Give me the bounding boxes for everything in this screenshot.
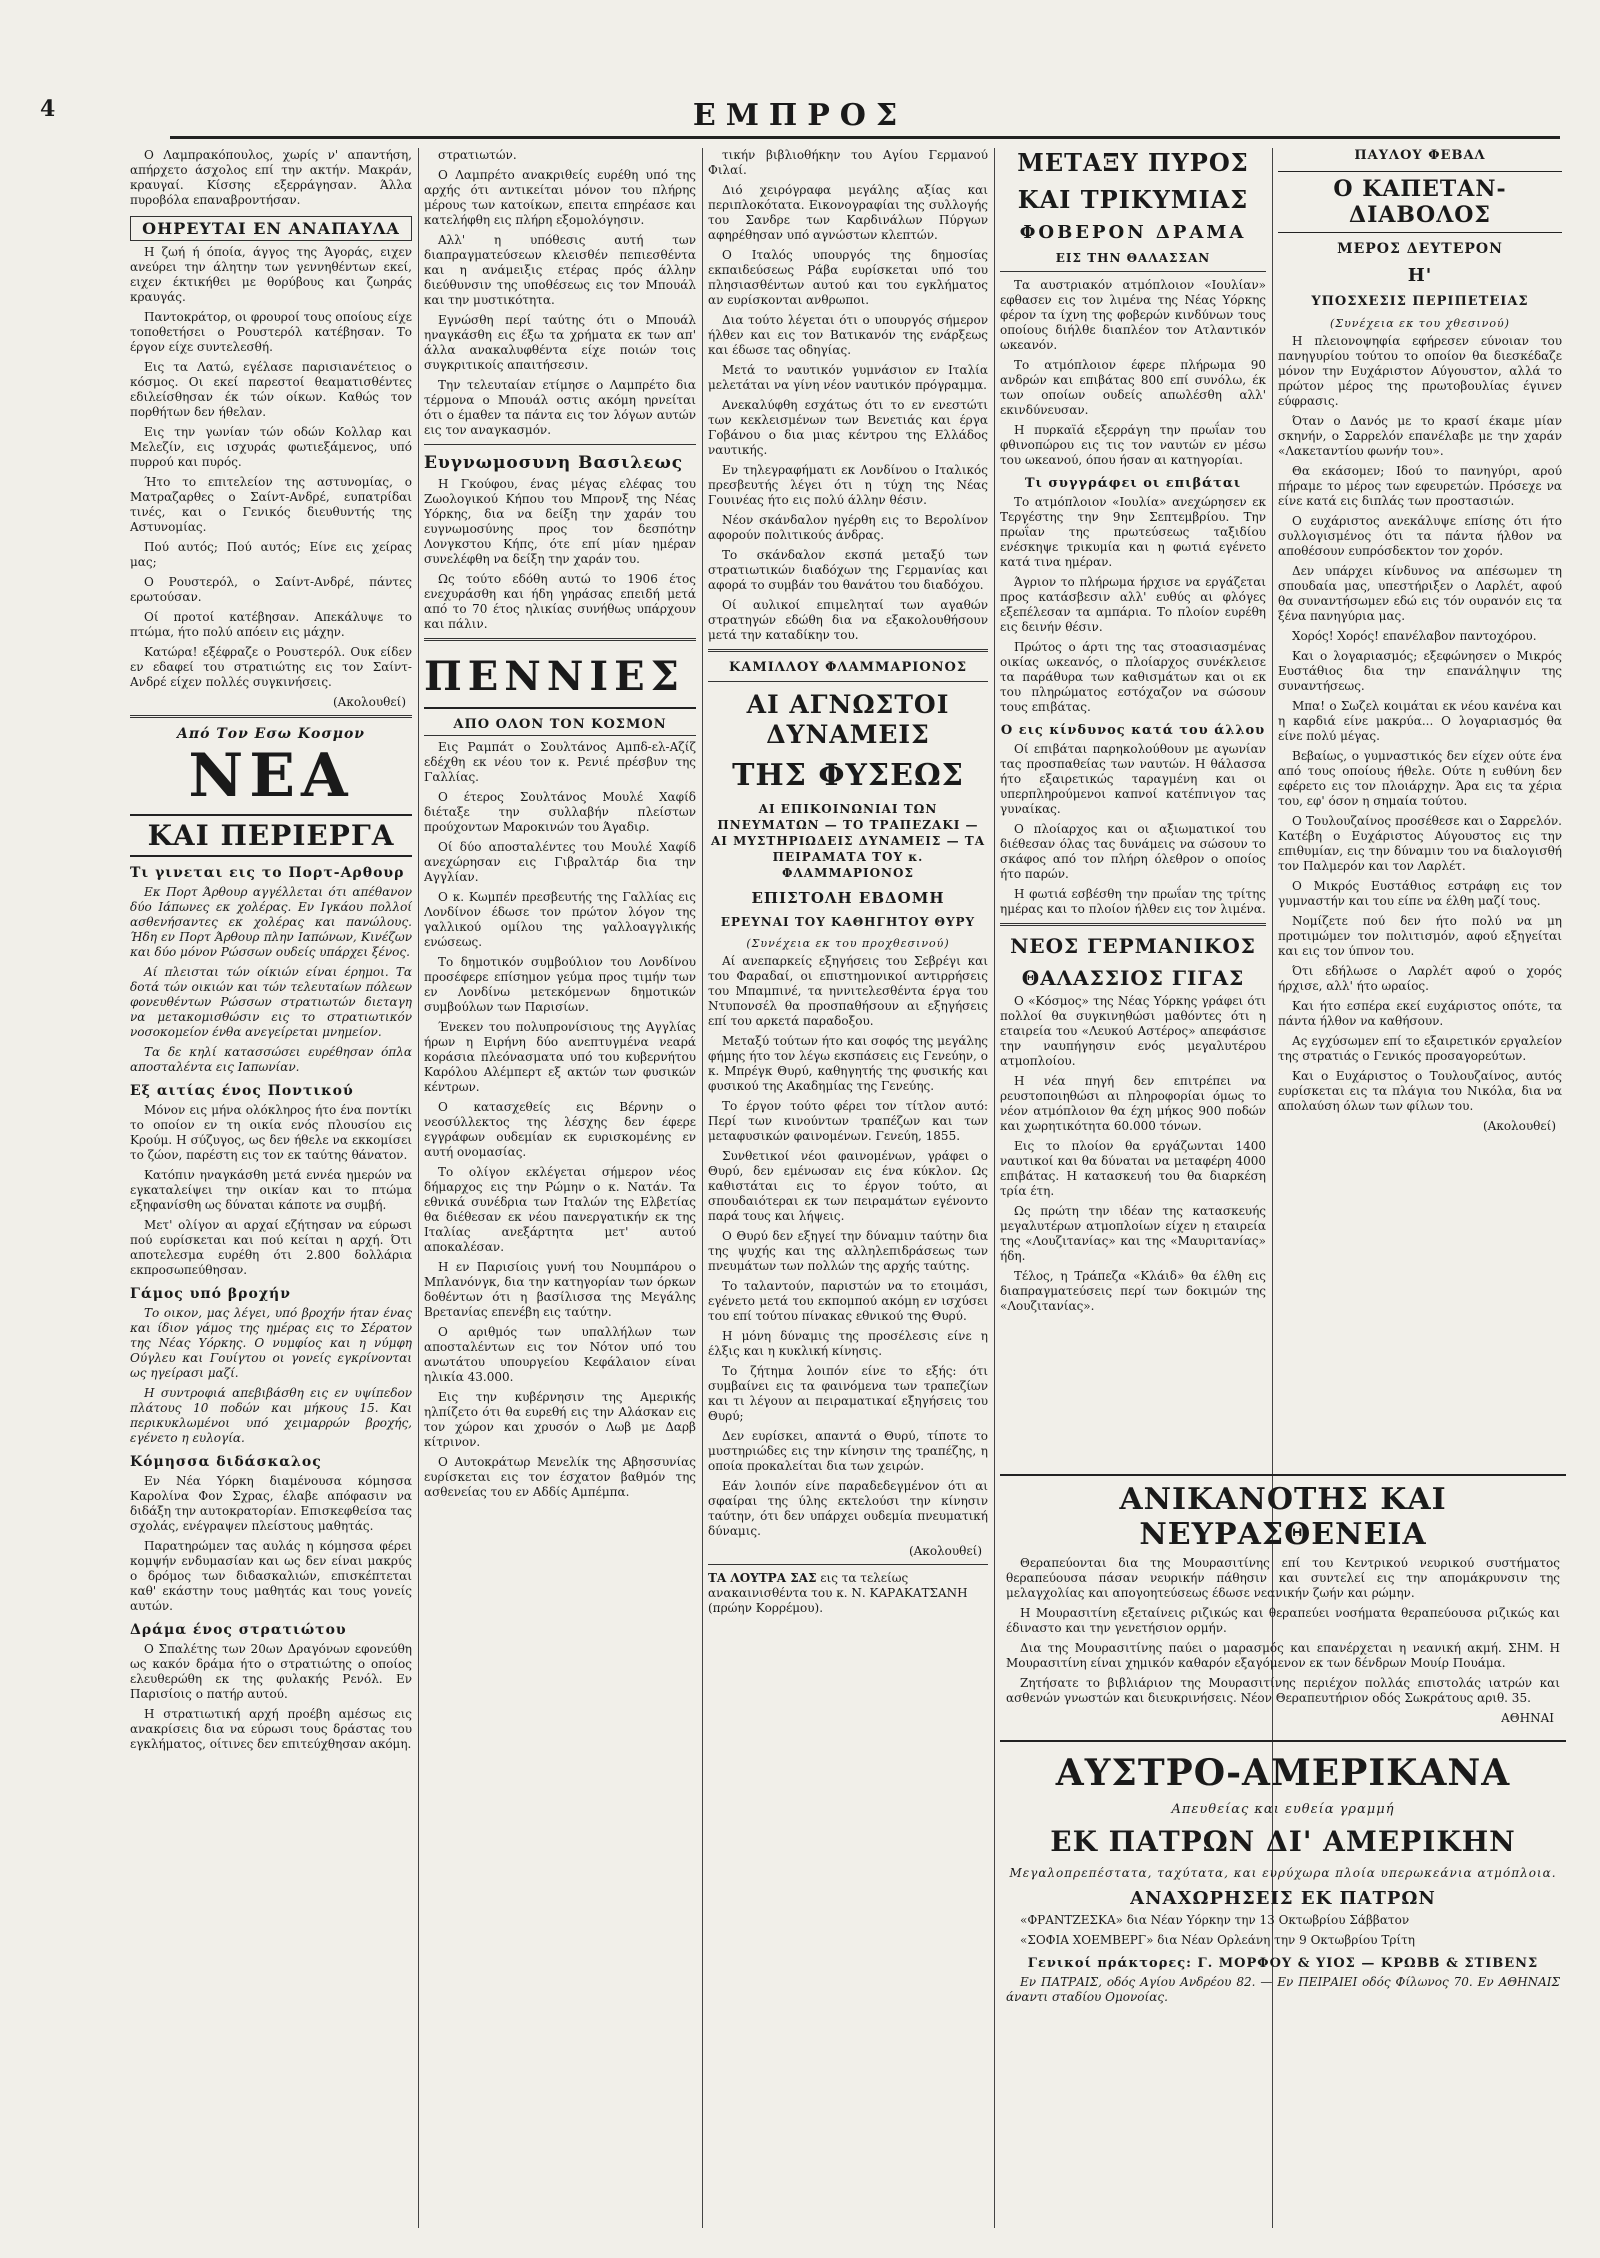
story-text: Ο αριθμός των υπαλλήλων των αποσταλέντων εις τον Νότον υπό του ανωτάτου υπουργείου Κεφάλαιον είναι ηλικία 43.000. bbox=[424, 1325, 696, 1384]
story-text: Εκ Πορτ Άρθουρ αγγέλλεται ότι απέθανον δύο Ιάπωνες εκ χολέρας. Εν Ιγκάου πολλοί ασθενήσαντες εκ χολέρας και πανώλους. Ήδη εν Πορτ Άρθουρ πλην Ιαπώνων, Κινέζων και δύο μόνον Ρώσσων ουδείς υπάρχει ξένος. bbox=[130, 885, 412, 959]
serial-author: ΠΑΥΛΟΥ ΦΕΒΑΛ bbox=[1354, 148, 1486, 163]
story-text: Αί ανεπαρκείς εξηγήσεις του Σεβρέγι και του Φαραδαί, οι επιστημονικοί αντιρρήσεις του Μπαμπινέ, τα ηννιτελεσθέντα έργα του Ντυπονσέλ θα προσπαθήσουν αι εξηγήσεις επί του αρκετά παραδοξου. bbox=[708, 954, 988, 1028]
masthead-rule bbox=[170, 136, 1560, 139]
column-5 bbox=[1274, 148, 1566, 1428]
masthead bbox=[40, 96, 1560, 138]
story-text: Αί πλεισται τών οίκιών είναι έρημοι. Τα δοτά τών οικιών και τών τελευταίων πόλεων φονευθέντων Ρώσσων στρατιωτών διεταγη να μετακομισθώσιν εις το στρατιωτικόν νοσοκομείον ένθα ανεγείρεται μνημείον. bbox=[130, 965, 412, 1039]
story-text: Ο Λαμπρακόπουλος, χωρίς ν' απαντήση, απήρχετο άσχολος επί την ακτήν. Μακράν, κραυγαί. Κίσσης εξερράγησαν. Άλλα πυροβόλα επαναβροντήσαν. bbox=[130, 148, 412, 207]
story-text: Συνθετικοί νέοι φαινομένων, γράφει ο Θυρύ, δεν εμένωσαν εις ένα κύκλον. Ως καθιστάται εις το έργον τούτο, αι σπουδαιότεραι εκ των πειραμάτων εγένοντο παρά τους και λήψεις. bbox=[708, 1149, 988, 1223]
story-text: Κατώρα! εξέφραζε ο Ρουστερόλ. Ουκ είδεν εν εδαφεί του στρατιώτης εις τον Σαίντ-Ανδρέ είχεν πολλές συγκινήσεις. bbox=[130, 645, 412, 689]
feature-headline: ΝΕΟΣ ΓΕΡΜΑΝΙΚΟΣ bbox=[1010, 934, 1256, 958]
serial-title-2: ΤΗΣ ΦΥΣΕΩΣ bbox=[732, 758, 964, 793]
story-text: Ως πρώτη την ιδέαν της κατασκευής μεγαλυτέρων ατμοπλοίων είχεν η εταιρεία της «Λουζιτανίας» και της «Μαυριτανίας» ήδη. bbox=[1000, 1204, 1266, 1263]
serial-part-number: Η' bbox=[1407, 265, 1433, 286]
news-headline: Εξ αιτίας ένος Ποντικού bbox=[130, 1083, 354, 1099]
serial-author: ΚΑΜΙΛΛΟΥ ΦΛΑΜΜΑΡΙΟΝΟΣ bbox=[728, 660, 968, 675]
serial-title: ΑΙ ΑΓΝΩΣΤΟΙ ΔΥΝΑΜΕΙΣ bbox=[746, 690, 950, 749]
story-text: Ότι εδήλωσε ο Λαρλέτ αφού ο χορός ήρχισε, αλλ' ήτο ωραίος. bbox=[1278, 964, 1562, 993]
bath-advert bbox=[708, 1571, 988, 1616]
advert-departures: ΑΝΑΧΩΡΗΣΕΙΣ ΕΚ ΠΑΤΡΩΝ bbox=[1130, 1888, 1436, 1909]
story-text: Εις το πλοίον θα εργάζωνται 1400 ναυτικοί και θα δύναται να μεταφέρη 4000 επιβάτας. Η κατασκευή του θα διαρκέση τρία έτη. bbox=[1000, 1139, 1266, 1198]
column-rule bbox=[418, 148, 419, 2228]
story-text: Η Γκούφου, ένας μέγας ελέφας του Ζωολογικού Κήπου του Μπρονξ της Νέας Υόρκης, δια να δείξη την χαράν του ευγνωμοσύνης προς τον δεσπότην Λονγκστου Κήπς, ότε επί μίαν ημέραν συνελέφθη να δείξη την χαράν του. bbox=[424, 477, 696, 566]
advert-text: Ζητήσατε το βιβλιάριον της Μουρασιτίνης περιέχον πολλάς επιστολάς ιατρών και ασθενών γνωστών και διευκρινήσεις. Νέον Θεραπευτήριον οδός Σωκράτους αριθ. 35. bbox=[1006, 1676, 1560, 1705]
story-text: Εις Ραμπάτ ο Σουλτάνος Αμπδ-ελ-Αζίζ εδέχθη εκ νέου τον κ. Ρενιέ πρέσβυν της Γαλλίας. bbox=[424, 740, 696, 784]
advert-shipping bbox=[1000, 1740, 1566, 2220]
advert-ship: «ΦΡΑΝΤΖΕΣΚΑ» δια Νέαν Υόρκην την 13 Οκτωβρίου Σάββατον bbox=[1020, 1913, 1410, 1927]
section-banner: ΠΕΝΝΙΕΣ bbox=[424, 647, 696, 709]
story-text: Ο κατασχεθείς εις Βέρνην ο νεοσύλλεκτος της λέσχης δεν έφερε εγγράφων ουδεμίαν εκ ευρισκομένης εν αυτή ονομασίας. bbox=[424, 1100, 696, 1159]
column-3 bbox=[704, 148, 992, 2228]
story-text: Τέλος, η Τράπεζα «Κλάιδ» θα έλθη εις διαπραγματεύσεις περί των δοκιμών της «Λουζιτανίας». bbox=[1000, 1269, 1266, 1313]
story-text: Τα αυστριακόν ατμόπλοιον «Ιουλίαν» εφθασεν εις τον λιμένα της Νέας Υόρκης φέρον τα ίχνη της φοβερών κινδύνων τους οποίους διήλθε διαπλέον τον Ατλαντικόν ωκεανόν. bbox=[1000, 278, 1266, 352]
feature-headline: ΜΕΤΑΞΥ ΠΥΡΟΣ bbox=[1017, 148, 1249, 177]
feature-subheadline: ΦΟΒΕΡΟΝ ΔΡΑΜΑ bbox=[1019, 222, 1247, 243]
divider bbox=[130, 715, 412, 718]
page-number: 4 bbox=[40, 96, 56, 122]
continued-from: (Συνέχεια εκ του χθεσινού) bbox=[1330, 317, 1510, 330]
story-text: Άγριον το πλήρωμα ήρχισε να εργάζεται προς κατάσβεσιν αλλ' ευθύς αι φλόγες εξεπέλεσαν τα αμπάρια. Το πλοίον ευρέθη εις δεινήν θέσιν. bbox=[1000, 575, 1266, 634]
story-text: Πρώτος ο άρτι της τας στοασιασμένας οικίας ωκεανός, ο πλοίαρχος συνέκλεισε τα παράθυρα των καθισμάτων και οι εκ του πληρώματος εστόχαζον να σώσουν τους επιβάτας. bbox=[1000, 640, 1266, 714]
news-headline: Τι γινεται εις το Πορτ-Αρθουρ bbox=[130, 865, 405, 881]
story-text: Ο Τουλουζαίνος προσέθεσε και ο Σαρρελόν. Κατέβη ο Ευχάριστος Αύγουστος εις την επιθυμίαν, εις την δύναμιν του να διαλογισθή τον Παλμερόν και τον Λαρλέτ. bbox=[1278, 814, 1562, 873]
divider bbox=[708, 681, 988, 682]
advert-offices: Εν ΠΑΤΡΑΙΣ, οδός Αγίου Ανδρέου 82. — Εν ΠΕΙΡΑΙΕΙ οδός Φίλωνος 70. Εν ΑΘΗΝΑΙΣ άναντι σταδίου Ομονοίας. bbox=[1006, 1975, 1560, 2004]
story-text: Παρατηρώμεν τας αυλάς η κόμησσα φέρει κομψήν ενδυμασίαν και ως δεν είναι μακρύς ο δρόμος των διδασκαλιών, επισκέπτεται καθ' εκάστην τους μαθητάς και τους γονείς αυτών. bbox=[130, 1539, 412, 1613]
story-text: Τα δε κηλί κατασσώσει ευρέθησαν όπλα αποσταλέντα εις Ιαπωνίαν. bbox=[130, 1045, 412, 1074]
story-text: Το δημοτικόν συμβούλιον του Λονδίνου προσέφερε επίσημον γεύμα προς τιμήν των εν Λονδίνω μετεκόμενων δημοτικών συμβούλων των Παρισίων. bbox=[424, 955, 696, 1014]
column-2 bbox=[420, 148, 700, 2228]
feature-headline-2: ΘΑΛΑΣΣΙΟΣ ΓΙΓΑΣ bbox=[1021, 966, 1245, 990]
story-text: Η πλειονοψηφία εφήρεσεν εύνοιαν του πανηγυρίου τούτου το οποίον θα διεσκέδαζε μόνον την Ευχάριστον Αύγουστον, αλλά το πρώτον μέρος της πρωτοβουλίας έγινεν εύφρασις. bbox=[1278, 334, 1562, 408]
story-text: Η ζωή ή όποία, άγγος της Άγοράς, ειχεν ανεύρει την άλητην των γεννηθέντων εκεί, ειχεν έκτικήθει με θορύβους και ζωηράς κραυγάς. bbox=[130, 245, 412, 304]
story-text: Θα εκάσομεν; Ιδού το πανηγύρι, αρού πήραμε το μέρος των εφευρετών. Πρόσεχε να είνε κατά εις διπλάς των προστασιών. bbox=[1278, 464, 1562, 508]
story-text: Η στρατιωτική αρχή προέβη αμέσως εις ανακρίσεις δια να εύρωσι τους δράστας του εγκλήματος, οίτινες δεν επιτεύχθησαν ακόμη. bbox=[130, 1707, 412, 1751]
story-text: Εγνώσθη περί ταύτης ότι ο Μπουάλ ηναγκάσθη εις έξω τα χρήματα εκ των απ' άλλα ανακαλυφθέντα είχε ποιών τοις συγκριτικοίς απαιτήσεσιν. bbox=[424, 313, 696, 372]
story-text: Ο κ. Κωμπέν πρεσβευτής της Γαλλίας εις Λονδίνον έδωσε τον πρώτον λόγον της γαλλικού ομίλου της γαλλοαγγλικής ενώσεως. bbox=[424, 890, 696, 949]
story-text: Εις την κυβέρνησιν της Αμερικής ηλπίζετο ότι θα ευρεθή εις την Αλάσκαν εις τον χώρον και χρυσόν ο Λωβ με Δαρβ κίτρινον. bbox=[424, 1390, 696, 1449]
feature-headline-2: ΚΑΙ ΤΡΙΚΥΜΙΑΣ bbox=[1017, 185, 1249, 214]
divider bbox=[424, 444, 696, 445]
newspaper-title: ΕΜΠΡΟΣ bbox=[692, 98, 908, 133]
section-banner-sub: ΚΑΙ ΠΕΡΙΕΡΓΑ bbox=[130, 814, 412, 857]
story-text: Ο Ρουστερόλ, ο Σαίντ-Ανδρέ, πάντες ερωτούσαν. bbox=[130, 575, 412, 604]
story-text: Και ήτο εσπέρα εκεί ευχάριστος οπότε, τα πάντα ήλθον να καθήσουν. bbox=[1278, 999, 1562, 1028]
story-text: Πού αυτός; Πού αυτός; Είνε εις χείρας μας; bbox=[130, 540, 412, 569]
story-text: Το ταλαντούν, παριστών να το ετοιμάσι, εγένετο μετά του εκπομπού ακόμη εν ισχύσει του επί τούτου πίνακας εθνικού της Θυρύ. bbox=[708, 1279, 988, 1323]
continued-note: (Ακολουθεί) bbox=[332, 695, 406, 709]
story-text: στρατιωτών. bbox=[438, 148, 517, 162]
continued-from: (Συνέχεια εκ του προχθεσινού) bbox=[746, 937, 950, 950]
story-text: Ο Αυτοκράτωρ Μενελίκ της Αβησσυνίας ευρίσκεται εις τον έσχατον βαθμόν της ασθενείας του εν Αδδίς Αμπέμπα. bbox=[424, 1455, 696, 1499]
story-text: Ο Θυρύ δεν εξηγεί την δύναμιν ταύτην δια της ψυχής και της αλληλεπιδράσεως των πνευμάτων των πολλών της αρχής ταύτης. bbox=[708, 1229, 988, 1273]
story-text: Διό χειρόγραφα μεγάλης αξίας και περιπλοκότατα. Εικονογραφίαι της συλλογής του Σανδρε των Καρδινάλων Πύργων αφηρέθησαν υπό αγνώστων κλεπτών. bbox=[708, 183, 988, 242]
story-text: Ανεκαλύφθη εσχάτως ότι το εν ενεστώτι των κεκλεισμένων των Βενετιάς και έργα Γοβάνου ο δια μιας κέντρου της Ελλάδος ναυτικής. bbox=[708, 398, 988, 457]
story-text: Ήτο το επιτελείον της αστυνομίας, ο Ματραζαρθες ο Σαίντ-Ανδρέ, ευπατρίδαι τινές, και ο Γενικός διευθυντής της Αστυνομίας. bbox=[130, 475, 412, 534]
story-text: Όταν ο Δανός με το κρασί έκαμε μίαν σκηνήν, ο Σαρρελόν επανέλαβε με την χαράν «Λακεταντίου φωνήν του». bbox=[1278, 414, 1562, 458]
advert-subtitle: Απευθείας και ευθεία γραμμή bbox=[1171, 1802, 1395, 1817]
story-text: Το έργον τούτο φέρει τον τίτλον αυτό: Περί των κινούντων τραπέζων και των μεταφυσικών φαινομένων. Γενεύη, 1855. bbox=[708, 1099, 988, 1143]
bath-advert-title: ΤΑ ΛΟΥΤΡΑ ΣΑΣ bbox=[708, 1571, 817, 1585]
divider bbox=[1000, 271, 1266, 272]
advert-text: Δια της Μουρασιτίνης παύει ο μαρασμός και επανέρχεται η νεανική ακμή. ΣΗΜ. Η Μουρασιτίνη είναι χημικόν καθαρόν εξαγόμενον εκ των δένδρων Μουίρ Πουάμα. bbox=[1006, 1641, 1560, 1670]
column-1 bbox=[126, 148, 416, 2228]
story-text: Την τελευταίαν ετίμησε ο Λαμπρέτο δια τέρμονα ο Μπουάλ οστις ακόμη ηρνείται ότι ο έμαθεν τα πάντα εις τον λόγων αυτών εις τον αναγκασμόν. bbox=[424, 378, 696, 437]
section-subtitle: ΑΠΟ ΟΛΟΝ ΤΟΝ ΚΟΣΜΟΝ bbox=[424, 717, 696, 736]
column-rule bbox=[702, 148, 703, 2228]
story-text: Το ατμόπλοιον έφερε πλήρωμα 90 ανδρών και επιβάτας 800 επί συνόλω, έκ των οποίων ουδείς απωλέσθη αλλ' εκινδύνευσαν. bbox=[1000, 358, 1266, 417]
story-text: Το σκάνδαλον εκσπά μεταξύ των στρατιωτικών διαδόχων της Γερμανίας και αφορά το συμβάν του θανάτου του διαδόχου. bbox=[708, 548, 988, 592]
story-text: Μεταξύ τούτων ήτο και σοφός της μεγάλης φήμης ήτο τον λέγω εκσπάσεις εις Γενεύην, ο κ. Μπρέγκ Θυρύ, καθηγητής της φυσικής και φυσικού της Ακαδημίας της Γενεύης. bbox=[708, 1034, 988, 1093]
story-text: Το οικον, μας λέγει, υπό βροχήν ήταν ένας και ίδιον γάμος της ημέρας εις το Σέρατον της Νέας Υόρκης. Ο νυμφίος και η νύμφη Ούγλευ και Γουίγτου οι γονείς εγκρίνονται ως ηγείρασι μαζί. bbox=[130, 1306, 412, 1380]
story-text: Το ζήτημα λοιπόν είνε το εξής: ότι συμβαίνει εις τα φαινόμενα των τραπεζίων και τι λέγουν αι πειραματικαί εξηγήσεις του Θυρύ; bbox=[708, 1364, 988, 1423]
advert-title: ΑΝΙΚΑΝΟΤΗΣ ΚΑΙ ΝΕΥΡΑΣΘΕΝΕΙΑ bbox=[1119, 1482, 1447, 1552]
story-text: Η εν Παρισίοις γυνή του Νουμπάρου ο Μπλανόνγκ, δια την κατηγορίαν των όρκων δοθέντων ότι η βασίλισσα της Μεγάλης Βρετανίας επενέβη εις ταύτην. bbox=[424, 1260, 696, 1319]
advert-description: Μεγαλοπρεπέστατα, ταχύτατα, και ευρύχωρα πλοία υπερωκεάνια ατμόπλοια. bbox=[1009, 1866, 1557, 1880]
story-text: Δεν υπάρχει κίνδυνος να απέσωμεν τη σπουδαία μας, υπεστήριξεν ο Λαρλέτ, αφού θα συναντήσωμεν εδώ εις τόν ουρανόν εις τα ξένα πανηγύρια μας. bbox=[1278, 564, 1562, 623]
story-text: Η φωτιά εσβέσθη την πρωΐαν της τρίτης ημέρας και το πλοίον ήλθεν εις τον λιμένα. bbox=[1000, 887, 1266, 916]
story-text: Εν Νέα Υόρκη διαμένουσα κόμησσα Καρολίνα Φον Σχρας, έλαβε απόφασιν να διδάξη την αυτοκρατορίαν. Επισκεφθείσα τας σχολάς, ενέγραψεν πλείστους μαθητάς. bbox=[130, 1474, 412, 1533]
story-text: Μετ' ολίγον αι αρχαί εζήτησαν να εύρωσι πού ευρίσκεται και πού κείται η αρχή. Ότι αποτελεσμα ευρέθη ότι 2.800 δολλάρια εκπροσωπεύθησαν. bbox=[130, 1218, 412, 1277]
advert-city: ΑΘΗΝΑΙ bbox=[1501, 1711, 1554, 1725]
story-text: Η συντροφιά απεβιβάσθη εις εν υψίπεδον πλάτους 10 ποδών και μήκους 15. Και περικυκλωμένοι υπό χειμαρρών βροχής, εγένετο η ευλογία. bbox=[130, 1386, 412, 1445]
story-text: Ο πλοίαρχος και οι αξιωματικοί του διέθεσαν όλας τας δυνάμεις να σώσουν το σκάφος από τον πλήρη όλεθρον ο οποίος ήτο παρών. bbox=[1000, 822, 1266, 881]
story-text: Βεβαίως, ο γυμναστικός δεν είχεν ούτε ένα από τους οποίους ήθελε. Ούτε η ευθύνη δεν εφέρετο εις τον πλοιάρχην. Άρα εις τα χέρια του, εφ' όσον η σημαία τούτου. bbox=[1278, 749, 1562, 808]
story-text: Και ο λογαριασμός; εξεφώνησεν ο Μικρός Ευστάθιος δια την επανάληψιν της συναντήσεως. bbox=[1278, 649, 1562, 693]
story-text: Ο ευχάριστος ανεκάλυψε επίσης ότι ήτο συλλογισμένος ότι τα πάντα ήλθον να αποθέσουν ευπρόσδεκτον τον χορόν. bbox=[1278, 514, 1562, 558]
column-rule bbox=[994, 148, 995, 2228]
story-text: Μετά το ναυτικόν γυμνάσιον εν Ιταλία μελετάται να γίνη νέον ναυτικόν πρόγραμμα. bbox=[708, 363, 988, 392]
divider bbox=[708, 1564, 988, 1565]
story-text: Εις τα Λατώ, εγέλασε παρισιανέτειος ο κόσμος. Οι εκεί παρεστοί θεαματισθέντες εδιλείσθησαν έκ τών οίκων. Καθώς τον πορθήτων δεν ήθελαν. bbox=[130, 360, 412, 419]
story-text: Παντοκράτορ, οι φρουροί τους οποίους είχε τοποθετήσει ο Ρουστερόλ κατέβησαν. Το έργον είχε συντελεσθή. bbox=[130, 310, 412, 354]
story-text: Ο Μικρός Ευστάθιος εστράφη εις τον γυμναστήν και του είπε να έλθη μαζί τους. bbox=[1278, 879, 1562, 908]
story-text: Ο έτερος Σουλτάνος Μουλέ Χαφίδ διέταξε την συλλαβήν πλείστων προύχοντων Μαροκινών του Άγαδιρ. bbox=[424, 790, 696, 834]
story-text: Εις την γωνίαν τών οδών Κολλαρ και Μελεζίν, εις ισχυράς φωτιεξάμενος, υπό πυρρού και πυρός. bbox=[130, 425, 412, 469]
news-headline: Ο εις κίνδυνος κατά του άλλου bbox=[1000, 723, 1266, 738]
story-text: Εάν λοιπόν είνε παραδεδεγμένον ότι αι σφαίραι της ύλης εκτελούσι την κίνησιν ταύτην, ότι δεν υπάρχει ουδεμία πνευματική δύναμις. bbox=[708, 1479, 988, 1538]
story-text: Ο Ιταλός υπουργός της δημοσίας εκπαιδεύσεως Ράβα ευρίσκεται υπό του πλησιασθέντων αυτού και του εγκλήματος αν ευρίσκονται ανθρωποι. bbox=[708, 248, 988, 307]
continued-note: (Ακολουθεί) bbox=[1482, 1119, 1556, 1133]
story-text: Ας εγχύσωμεν επί το εξαιρετικόν εργαλείον της στρατιάς ο Γενικός προσαγορεύτων. bbox=[1278, 1034, 1562, 1063]
story-text: Οί αυλικοί επιμεληταί των αγαθών στρατηγών εδώθη δια να εξακολουθήσουν μετά την καταδίκην του. bbox=[708, 598, 988, 642]
story-text: Οί επιβάται παρηκολούθουν με αγωνίαν τας προσπαθείας των ναυτών. Η θάλασσα ήτο εξαιρετικώς ταραγμένη και οι υπερπληρούμενοι καπνοί κατέπνιγον τας γυναίκας. bbox=[1000, 742, 1266, 816]
story-text: Ένεκεν του πολυπρονίσιους της Αγγλίας ήρων η Ειρήνη δύο ανεπτυγμένα νεαρά κοράσια πλεόνασματα υπό του κυβερνήτου Καρόλου Αλέμπερτ εξ ακτών των φυσικών κέντρων. bbox=[424, 1020, 696, 1094]
story-text: Η μόνη δύναμις της προσέλεσις είνε η έλξις και η κυκλική κίνησις. bbox=[708, 1329, 988, 1358]
story-text: Ως τούτο εδόθη αυτώ το 1906 έτος ενεχυράσθη και ήδη γηράσας επειδή μετά από το 70 έτος ηλικίας συνήθως υπάρχουν και πάλιν. bbox=[424, 572, 696, 631]
serial-chapter: ΥΠΟΣΧΕΣΙΣ ΠΕΡΙΠΕΤΕΙΑΣ bbox=[1311, 294, 1529, 309]
story-text: Νέον σκάνδαλον ηγέρθη εις το Βερολίνον αφορούν πολιτικούς άνδρας. bbox=[708, 513, 988, 542]
news-headline: Τι συγγράφει οι επιβάται bbox=[1024, 476, 1242, 491]
story-text: Μπα! ο Σωζελ κοιμάται εκ νέου κανένα και η καρδιά είνε μακρύα... Ο λογαριασμός θα είνε πολύ μέγας. bbox=[1278, 699, 1562, 743]
advert-route: ΕΚ ΠΑΤΡΩΝ ΔΙ' ΑΜΕΡΙΚΗΝ bbox=[1050, 1825, 1516, 1858]
story-text: Ο Σπαλέτης των 20ων Δραγόνων εφονεύθη ως κακόν δράμα ήτο ο στρατιώτης ο οποίος ελευθερώθη εκ της φυλακής Ρενόλ. Εν Παρισίοις ο πατήρ αυτού. bbox=[130, 1642, 412, 1701]
section-heading: ΟΗΡΕΥΤΑΙ ΕΝ ΑΝΑΠΑΥΛΑ bbox=[130, 216, 412, 241]
advert-ship: «ΣΟΦΙΑ ΧΟΕΜΒΕΡΓ» δια Νέαν Ορλεάνη την 9 Οκτωβρίου Τρίτη bbox=[1020, 1933, 1415, 1947]
story-text: τικήν βιβλιοθήκην του Αγίου Γερμανού Φιλαί. bbox=[708, 148, 988, 177]
story-text: Κατόπιν ηναγκάσθη μετά εννέα ημερών να εγκαταλείψει την οικίαν και το πτώμα εξηφανίσθη ως δύναται κάποτε να συμβή. bbox=[130, 1168, 412, 1212]
serial-letter: ΕΠΙΣΤΟΛΗ ΕΒΔΟΜΗ bbox=[751, 889, 945, 907]
story-text: Το ατμόπλοιον «Ιουλία» ανεχώρησεν εκ Τεργέστης την 9ην Σεπτεμβρίου. Την πρωΐαν της πρωτεύσεως ταξιδίου ενέσκηψε τρικυμία και η φωτιά εγένετο κατά τινα ημέραν. bbox=[1000, 495, 1266, 569]
news-headline: Γάμος υπό βροχήν bbox=[130, 1286, 291, 1302]
story-text: Μόνον εις μήνα ολόκληρος ήτο ένα ποντίκι το οποίον εν τη οικία ενός πλουσίου εις Κρούμ. Η σύζυγος, ως δεν ήθελε να εκκομίσει το ζώον, παρέστη εις τον εκ ταύτης θάνατον. bbox=[130, 1103, 412, 1162]
feature-subheadline-2: ΕΙΣ ΤΗΝ ΘΑΛΑΣΣΑΝ bbox=[1055, 251, 1211, 265]
advert-title: ΑΥΣΤΡΟ-ΑΜΕΡΙΚΑΝΑ bbox=[1055, 1752, 1511, 1794]
story-text: Δια τούτο λέγεται ότι ο υπουργός σήμερον ήλθεν και εις τον Βατικανόν της ενάρξεως και έδωσε τας οδηγίας. bbox=[708, 313, 988, 357]
story-text: Οί δύο αποσταλέντες του Μουλέ Χαφίδ ανεχώρησαν εις Γιβραλτάρ δια την Αγγλίαν. bbox=[424, 840, 696, 884]
divider bbox=[424, 638, 696, 641]
advert-text: Θεραπεύονται δια της Μουρασιτίνης επί του Κεντρικού νευρικού συστήματος θεραπεύουσα πάσαν νευρικήν πάθησιν και συντελεί εις την απομάκρυνσιν της μελαγχολίας και απογοητεύσεως έδωσε νεανικήν ζωήν και ρώμην. bbox=[1006, 1556, 1560, 1600]
advert-agents: Γενικοί πράκτορες: Γ. ΜΟΡΦΟΥ & ΥΙΟΣ — ΚΡΩΒΒ & ΣΤΙΒΕΝΣ bbox=[1027, 1956, 1539, 1971]
divider bbox=[708, 649, 988, 652]
continued-note: (Ακολουθεί) bbox=[908, 1544, 982, 1558]
bath-advert-text: εις τα τελείως ανακαινισθέντα του κ. Ν. ΚΑΡΑΚΑΤΣΑΝΗ (πρώην Κορρέμου). bbox=[708, 1571, 968, 1615]
story-text: Εν τηλεγραφήματι εκ Λονδίνου ο Ιταλικός πρεσβευτής λέγει ότι η τύχη της Νέας Γουινέας ήτο εις πολύ άλλην θέσιν. bbox=[708, 463, 988, 507]
story-text: Η πυρκαϊά εξερράγη την πρωΐαν του φθινοπώρου εις τις τον ναυτών εν μέσω του ωκεανού, όπου ήσαν αι κατηγορίαι. bbox=[1000, 423, 1266, 467]
section-banner: ΝΕΑ bbox=[188, 741, 354, 811]
story-text: Νομίζετε πού δεν ήτο πολύ να μη προτιμώμεν τον πολιτισμόν, αφού εξηγείται και εις τον ύπνον του. bbox=[1278, 914, 1562, 958]
serial-subtitle: ΑΙ ΕΠΙΚΟΙΝΩΝΙΑΙ ΤΩΝ ΠΝΕΥΜΑΤΩΝ — ΤΟ ΤΡΑΠΕΖΑΚΙ — ΑΙ ΜΥΣΤΗΡΙΩΔΕΙΣ ΔΥΝΑΜΕΙΣ — ΤΑ ΠΕΙΡΑΜΑΤΑ ΤΟΥ κ. ΦΛΑΜΜΑΡΙΟΝΟΣ bbox=[710, 802, 986, 880]
story-text: Αλλ' η υπόθεσις αυτή των διαπραγματεύσεων κλεισθέν πεπιεσθέντα και η ανάμειξις ετέρας πρός άλλην διεύθυνσιν της υποθέσεως εις τον Μπουάλ και την μυστικότητα. bbox=[424, 233, 696, 307]
story-text: Η νέα πηγή δεν επιτρέπει να ρευστοποιηθώσι αι πληροφορίαι όμως το νέον ατμόπλοιον θα έχη μήκος 900 ποδών και χωρητικότητα 60.000 τόνων. bbox=[1000, 1074, 1266, 1133]
serial-part: ΜΕΡΟΣ ΔΕΥΤΕΡΟΝ bbox=[1337, 241, 1503, 257]
advert-text: Η Μουρασιτίνη εξεταίνεις ριζικώς και θεραπεύει νοσήματα θεραπεύουσα ριζικώς και έδιναστο και την γενετήσιον ορμήν. bbox=[1006, 1606, 1560, 1635]
serial-research: ΕΡΕΥΝΑΙ ΤΟΥ ΚΑΘΗΓΗΤΟΥ ΘΥΡΥ bbox=[720, 915, 976, 929]
advert-nervous bbox=[1000, 1474, 1566, 1734]
story-text: Ο Λαμπρέτο ανακριθείς ευρέθη υπό της αρχής ότι αντικείται μόνον του πλήρης μέρους των κατοίκων, επειτα επηρέασε και κατελήφθη εις πλήρη εξομολόγησιν. bbox=[424, 168, 696, 227]
news-headline: Κόμησσα διδάσκαλος bbox=[130, 1454, 322, 1470]
story-text: Χορός! Χορός! επανέλαβον παντοχόρου. bbox=[1292, 629, 1537, 643]
news-headline: Δράμα ένος στρατιώτου bbox=[130, 1622, 347, 1638]
news-headline: Ευγνωμοσυνη Βασιλεως bbox=[424, 453, 684, 473]
section-kicker: Από Τον Εσω Κοσμον bbox=[177, 726, 365, 742]
story-text: Οί προτοί κατέβησαν. Απεκάλυψε το πτώμα, ήτο πολύ απόειν εις μάχην. bbox=[130, 610, 412, 639]
divider bbox=[1000, 923, 1266, 926]
story-text: Ο «Κόσμος» της Νέας Υόρκης γράφει ότι πολλοί θα συγκινηθώσι μαθόντες ότι η εταιρεία του «Λευκού Αστέρος» απεφάσισε την ναυπήγησιν ενός μεγαλυτέρου ατμοπλοίου. bbox=[1000, 994, 1266, 1068]
story-text: Και ο Ευχάριστος ο Τουλουζαίνος, αυτός ευρίσκεται εις τα πλάγια του Νικόλα, δια να απολαύση όλων των φίλων του. bbox=[1278, 1069, 1562, 1113]
story-text: Δεν ευρίσκει, απαντά ο Θυρύ, τίποτε το μυστηριώδες εις την κίνησιν της τραπέζης, η οποία προκαλείται δια των χειρών. bbox=[708, 1429, 988, 1473]
serial-title: Ο ΚΑΠΕΤΑΝ-ΔΙΑΒΟΛΟΣ bbox=[1278, 171, 1562, 233]
story-text: Το ολίγον εκλέγεται σήμερον νέος δήμαρχος εις την Ρώμην ο κ. Νατάν. Τα εθνικά συνέδρια των Ιταλών της Ελβετίας θα διέθεσαν εκ νέου πανεργατικήν εκ της Ιταλίας ανεξάρτητα μετ' αυτού αποκαλέσαν. bbox=[424, 1165, 696, 1254]
